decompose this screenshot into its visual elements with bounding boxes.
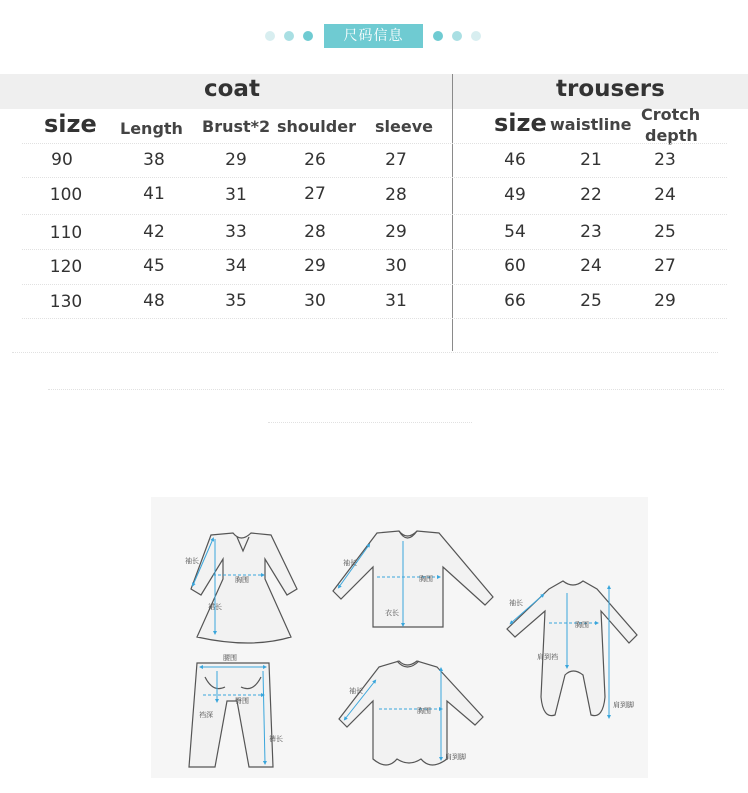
garment-illustrations [151, 497, 648, 778]
cell-brust: 33 [225, 222, 247, 242]
cell-crotch-depth: 24 [654, 185, 676, 205]
cell-size: 90 [51, 150, 73, 170]
decor-dot [303, 31, 313, 41]
cell-trouser-size: 54 [504, 222, 526, 242]
cell-size: 100 [49, 185, 83, 205]
bodysuit-icon [339, 661, 483, 765]
label-sleeve: 袖长 [185, 557, 199, 565]
col-header-sleeve: sleeve [375, 117, 433, 136]
label-pants-length: 裤长 [269, 735, 283, 743]
cell-size: 130 [49, 292, 83, 312]
cell-waistline: 24 [580, 256, 602, 276]
cell-trouser-size: 60 [504, 256, 526, 276]
section-title: 尺码信息 [324, 24, 423, 48]
label-shoulder-to-crotch: 肩到裆 [537, 653, 558, 661]
col-header-depth: depth [645, 126, 698, 145]
cell-length: 42 [143, 222, 165, 242]
decor-dot [265, 31, 275, 41]
cell-shoulder: 29 [304, 256, 326, 276]
section-header [0, 24, 748, 48]
measurement-diagram [151, 497, 648, 778]
cell-trouser-size: 46 [504, 150, 526, 170]
label-garment-length: 衣长 [385, 609, 399, 617]
col-header-length: Length [120, 119, 183, 138]
decor-dot [452, 31, 462, 41]
cell-brust: 35 [225, 291, 247, 311]
cell-size: 110 [49, 223, 83, 243]
cell-crotch-depth: 27 [654, 256, 676, 276]
coat-size-header: size [44, 110, 97, 138]
row-separator [12, 352, 718, 353]
label-sleeve: 袖长 [509, 599, 523, 607]
decor-dot [471, 31, 481, 41]
row-separator [268, 422, 472, 423]
label-chest: 胸围 [235, 576, 249, 584]
row-separator [22, 318, 727, 319]
col-header-shoulder: shoulder [277, 117, 356, 136]
cell-shoulder: 27 [304, 184, 326, 204]
column-divider [452, 74, 453, 351]
label-shoulder-to-foot: 肩到脚 [445, 753, 466, 761]
row-separator [22, 177, 727, 178]
label-chest: 胸围 [419, 575, 433, 583]
cell-waistline: 22 [580, 185, 602, 205]
cell-sleeve: 28 [385, 185, 407, 205]
row-separator [22, 249, 727, 250]
label-crotch-depth: 裆深 [199, 711, 213, 719]
cell-waistline: 23 [580, 222, 602, 242]
cell-crotch-depth: 23 [654, 150, 676, 170]
coat-group-title: coat [204, 76, 260, 102]
col-header-waistline: waistline [550, 115, 632, 134]
decor-dot [284, 31, 294, 41]
cell-waistline: 21 [580, 150, 602, 170]
decor-dot [433, 31, 443, 41]
row-separator [48, 389, 724, 390]
label-sleeve: 袖长 [349, 687, 363, 695]
cell-crotch-depth: 29 [654, 291, 676, 311]
cell-brust: 31 [225, 185, 247, 205]
cell-sleeve: 31 [385, 291, 407, 311]
col-header-brust: Brust*2 [202, 117, 271, 136]
col-header-crotch: Crotch [641, 105, 701, 124]
label-shoulder-to-foot: 肩到脚 [613, 701, 634, 709]
cell-trouser-size: 66 [504, 291, 526, 311]
cell-brust: 34 [225, 256, 247, 276]
row-separator [22, 284, 727, 285]
trousers-group-title: trousers [556, 76, 665, 102]
cell-brust: 29 [225, 150, 247, 170]
label-sleeve: 袖长 [343, 559, 357, 567]
cell-sleeve: 29 [385, 222, 407, 242]
romper-icon [507, 581, 637, 716]
cell-trouser-size: 49 [504, 185, 526, 205]
cell-shoulder: 26 [304, 150, 326, 170]
row-separator [22, 214, 727, 215]
cell-shoulder: 28 [304, 222, 326, 242]
cell-size: 120 [49, 257, 83, 277]
cell-shoulder: 30 [304, 291, 326, 311]
cell-length: 48 [143, 291, 165, 311]
row-separator [22, 143, 727, 144]
label-chest: 胸围 [575, 621, 589, 629]
label-hip: 臀围 [235, 697, 249, 705]
cell-length: 38 [143, 150, 165, 170]
cell-sleeve: 27 [385, 150, 407, 170]
cell-length: 45 [143, 256, 165, 276]
cell-sleeve: 30 [385, 256, 407, 276]
cell-length: 41 [143, 184, 165, 204]
cell-crotch-depth: 25 [654, 222, 676, 242]
label-waist: 腰围 [223, 654, 237, 662]
dress-icon [191, 533, 297, 643]
cell-waistline: 25 [580, 291, 602, 311]
sweater-icon [333, 531, 493, 627]
label-chest: 胸围 [417, 707, 431, 715]
label-skirt-length: 裙长 [208, 603, 222, 611]
trousers-size-header: size [494, 109, 547, 137]
